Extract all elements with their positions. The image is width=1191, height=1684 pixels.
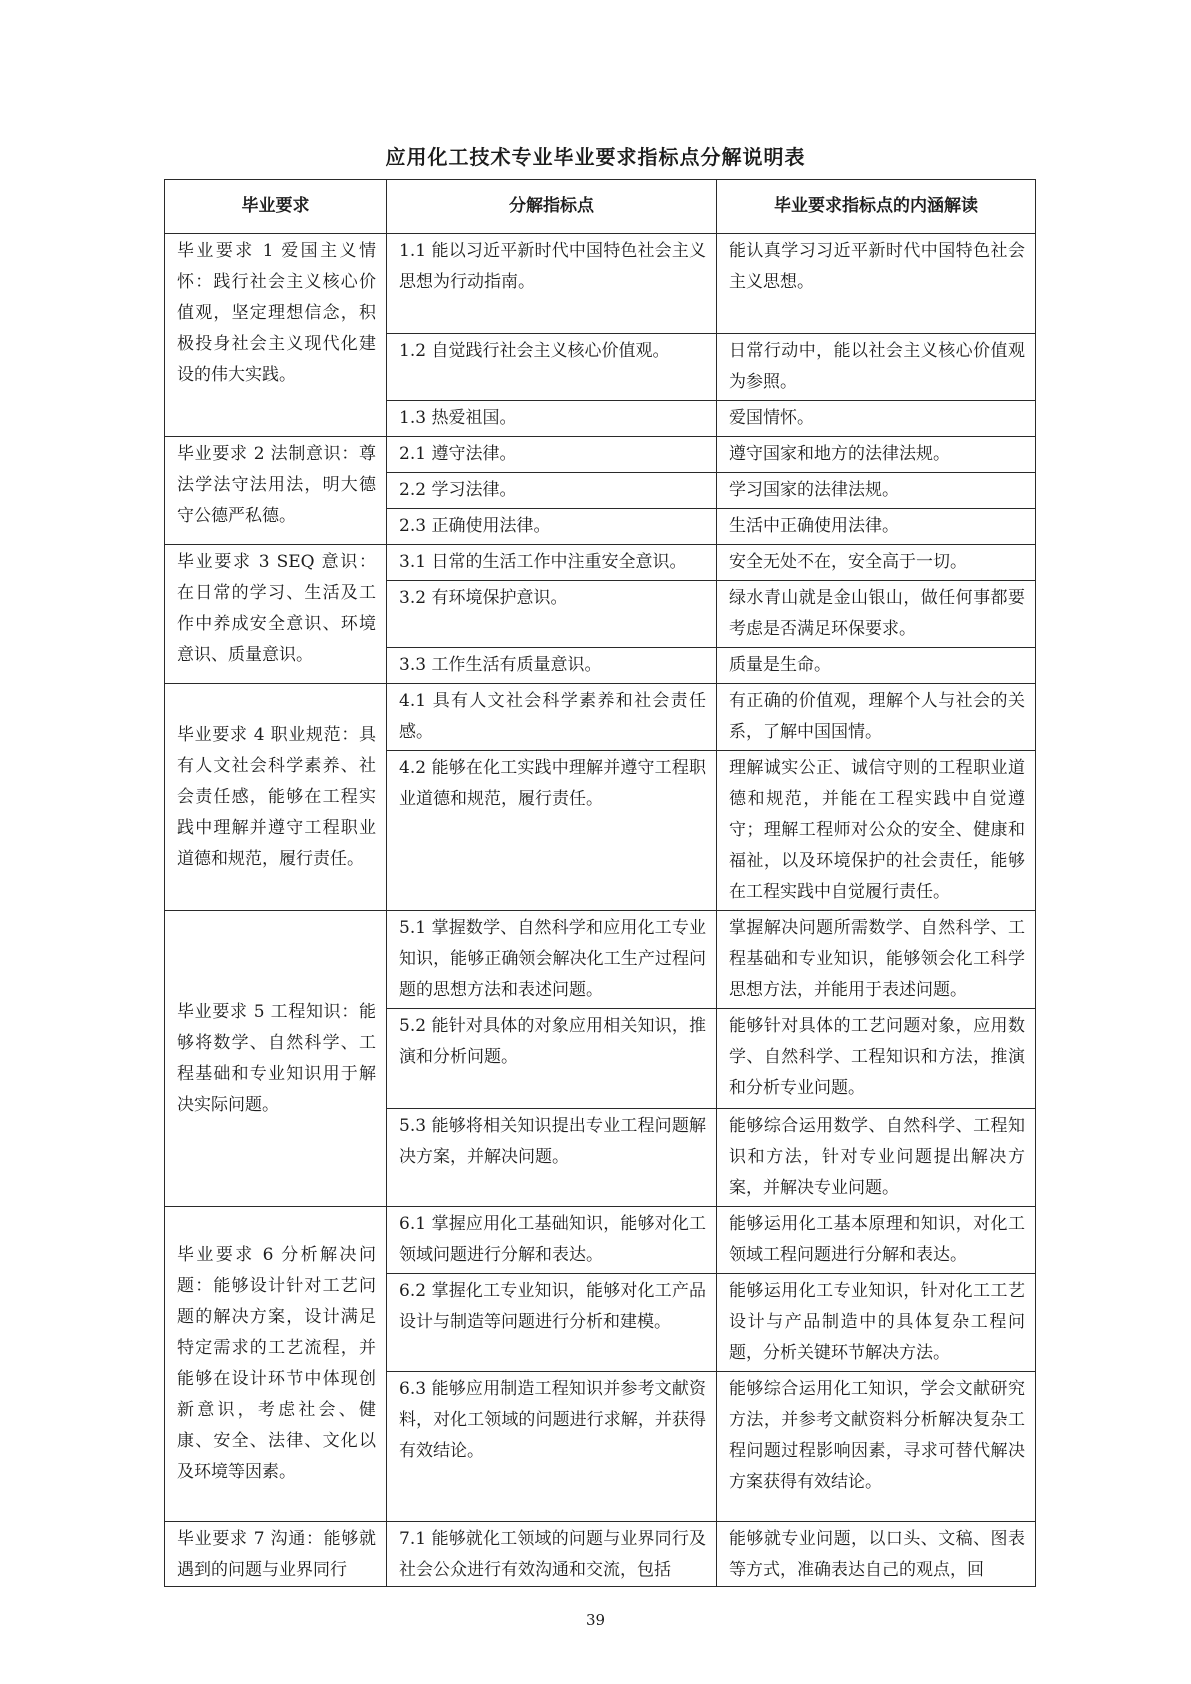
interpretation-cell	[717, 1522, 1036, 1587]
interpretation-cell: 能够综合运用数学、自然科学、工程知识和方法，针对专业问题提出解决方案，并解决专业问题。	[717, 1109, 1036, 1207]
table-row	[165, 1522, 1036, 1587]
interpretation-cell: 能够运用化工基本原理和知识，对化工领域工程问题进行分解和表达。	[717, 1207, 1036, 1274]
table-row	[165, 684, 1036, 751]
indicator-cell: 5.1 掌握数学、自然科学和应用化工专业知识，能够正确领会解决化工生产过程问题的思想方法和表述问题。	[387, 911, 717, 1009]
indicator-cell: 5.2 能针对具体的对象应用相关知识，推演和分析问题。	[387, 1009, 717, 1109]
interpretation-cell: 理解诚实公正、诚信守则的工程职业道德和规范，并能在工程实践中自觉遵守；理解工程师对公众的安全、健康和福祉，以及环境保护的社会责任，能够在工程实践中自觉履行责任。	[717, 751, 1036, 911]
table-row	[165, 1207, 1036, 1274]
indicator-cell: 2.3 正确使用法律。	[387, 509, 717, 545]
interpretation-cell: 质量是生命。	[717, 648, 1036, 684]
interpretation-text-truncated: 能够就专业问题，以口头、文稿、图表等方式，准确表达自己的观点，回	[729, 1529, 1025, 1580]
interpretation-cell: 有正确的价值观，理解个人与社会的关系，了解中国国情。	[717, 684, 1036, 751]
requirement-cell: 毕业要求 4 职业规范：具有人文社会科学素养、社会责任感，能够在工程实践中理解并遵守工程职业道德和规范，履行责任。	[165, 684, 387, 911]
document-title: 应用化工技术专业毕业要求指标点分解说明表	[385, 145, 806, 169]
indicator-cell: 3.3 工作生活有质量意识。	[387, 648, 717, 684]
requirement-cell: 毕业要求 5 工程知识：能够将数学、自然科学、工程基础和专业知识用于解决实际问题。	[165, 911, 387, 1207]
indicator-cell: 6.2 掌握化工专业知识，能够对化工产品设计与制造等问题进行分析和建模。	[387, 1274, 717, 1372]
interpretation-cell: 日常行动中，能以社会主义核心价值观为参照。	[717, 334, 1036, 401]
interpretation-cell: 安全无处不在，安全高于一切。	[717, 545, 1036, 581]
table-row	[165, 234, 1036, 334]
requirement-text-truncated: 毕业要求 7 沟通：能够就遇到的问题与业界同行	[177, 1529, 376, 1580]
table-row	[165, 545, 1036, 581]
interpretation-cell: 掌握解决问题所需数学、自然科学、工程基础和专业知识，能够领会化工科学思想方法，并能用于表述问题。	[717, 911, 1036, 1009]
table-header-row	[165, 180, 1036, 234]
requirement-cell: 毕业要求 6 分析解决问题：能够设计针对工艺问题的解决方案，设计满足特定需求的工艺流程，并能够在设计环节中体现创新意识，考虑社会、健康、安全、法律、文化以及环境等因素。	[165, 1207, 387, 1522]
requirement-cell: 毕业要求 2 法制意识：尊法学法守法用法，明大德守公德严私德。	[165, 437, 387, 545]
indicator-cell: 6.3 能够应用制造工程知识并参考文献资料，对化工领域的问题进行求解，并获得有效结论。	[387, 1372, 717, 1522]
column-header-indicator: 分解指标点	[387, 180, 717, 234]
indicator-cell	[387, 1522, 717, 1587]
interpretation-cell: 生活中正确使用法律。	[717, 509, 1036, 545]
indicator-cell: 1.2 自觉践行社会主义核心价值观。	[387, 334, 717, 401]
indicator-cell: 4.1 具有人文社会科学素养和社会责任感。	[387, 684, 717, 751]
interpretation-cell: 绿水青山就是金山银山，做任何事都要考虑是否满足环保要求。	[717, 581, 1036, 648]
interpretation-cell: 能够综合运用化工知识，学会文献研究方法，并参考文献资料分析解决复杂工程问题过程影响因素，寻求可替代解决方案获得有效结论。	[717, 1372, 1036, 1522]
indicator-cell: 3.1 日常的生活工作中注重安全意识。	[387, 545, 717, 581]
indicator-cell: 1.3 热爱祖国。	[387, 401, 717, 437]
interpretation-cell: 遵守国家和地方的法律法规。	[717, 437, 1036, 473]
indicator-cell: 2.1 遵守法律。	[387, 437, 717, 473]
interpretation-cell: 学习国家的法律法规。	[717, 473, 1036, 509]
indicator-cell: 5.3 能够将相关知识提出专业工程问题解决方案，并解决问题。	[387, 1109, 717, 1207]
indicator-cell: 6.1 掌握应用化工基础知识，能够对化工领域问题进行分解和表达。	[387, 1207, 717, 1274]
indicator-cell: 4.2 能够在化工实践中理解并遵守工程职业道德和规范，履行责任。	[387, 751, 717, 911]
requirement-cell: 毕业要求 1 爱国主义情怀：践行社会主义核心价值观，坚定理想信念，积极投身社会主义现代化建设的伟大实践。	[165, 234, 387, 437]
column-header-requirement: 毕业要求	[165, 180, 387, 234]
indicator-text-truncated: 7.1 能够就化工领域的问题与业界同行及社会公众进行有效沟通和交流，包括	[399, 1529, 706, 1580]
indicator-cell: 3.2 有环境保护意识。	[387, 581, 717, 648]
indicator-cell: 1.1 能以习近平新时代中国特色社会主义思想为行动指南。	[387, 234, 717, 334]
requirements-table	[164, 179, 1036, 1587]
requirement-cell: 毕业要求 3 SEQ 意识：在日常的学习、生活及工作中养成安全意识、环境意识、质量意识。	[165, 545, 387, 684]
table-row	[165, 911, 1036, 1009]
table-row	[165, 437, 1036, 473]
requirement-cell	[165, 1522, 387, 1587]
interpretation-cell: 能认真学习习近平新时代中国特色社会主义思想。	[717, 234, 1036, 334]
interpretation-cell: 爱国情怀。	[717, 401, 1036, 437]
column-header-interpretation: 毕业要求指标点的内涵解读	[717, 180, 1036, 234]
page-number: 39	[585, 1611, 606, 1629]
interpretation-cell: 能够针对具体的工艺问题对象，应用数学、自然科学、工程知识和方法，推演和分析专业问题。	[717, 1009, 1036, 1109]
indicator-cell: 2.2 学习法律。	[387, 473, 717, 509]
interpretation-cell: 能够运用化工专业知识，针对化工工艺设计与产品制造中的具体复杂工程问题，分析关键环节解决方法。	[717, 1274, 1036, 1372]
